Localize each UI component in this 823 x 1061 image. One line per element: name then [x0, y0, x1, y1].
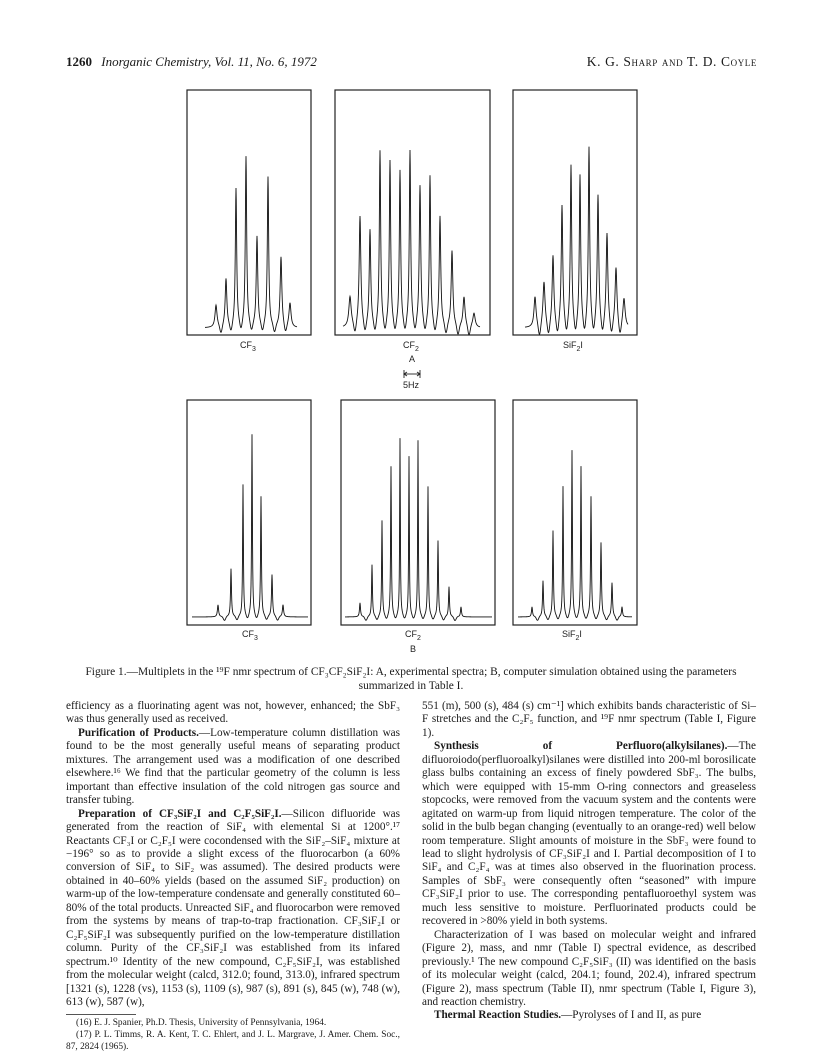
label-a-cf2: $CF_2$: [403, 340, 419, 353]
footnotes: [66, 1018, 400, 1053]
paragraph: Purification of Products.—Low-temperature column distillation was found to be the most generally useful means of separating product mixtures. The arrangement used was a modification of one described elsewhere.¹⁶ We find that the particular geometry of the column is less important than effective insulation of the cold nitrogen gas source and transfer tubing.: [66, 726, 400, 807]
frame-b-sif2i: [513, 400, 637, 625]
footnote: (17) P. L. Timms, R. A. Kent, T. C. Ehlert, and J. L. Margrave, J. Amer. Chem. Soc., 87, 2824 (1965).: [66, 1030, 400, 1052]
label-b-cf2: $CF_2$: [405, 629, 421, 642]
journal-citation: Inorganic Chemistry, Vol. 11, No. 6, 1972: [101, 54, 317, 69]
label-a-cf3: $CF_3$: [240, 340, 256, 353]
footnote: (16) E. J. Spanier, Ph.D. Thesis, University of Pennsylvania, 1964.: [76, 1018, 327, 1029]
page-number: 1260: [66, 54, 92, 69]
label-b-sif2i: SiF$_2$I: [562, 629, 582, 642]
frame-a-sif2i: [513, 90, 637, 335]
running-header-authors: K. G. Sharp and T. D. Coyle: [586, 54, 757, 69]
scale-bar-5hz: [404, 370, 420, 378]
spectrum-a-cf2: [343, 150, 480, 335]
spectrum-a-cf3: [205, 156, 297, 332]
frame-b-cf3: [187, 400, 311, 625]
label-b-cf3: $CF_3$: [242, 629, 258, 642]
section-heading: Purification of Products.: [78, 726, 199, 739]
left-column: [66, 700, 400, 1053]
spectrum-b-cf3: [192, 434, 308, 620]
paragraph: Characterization of I was based on molecular weight and infrared (Figure 2), mass, and nmr (Table I) spectral evidence, as described previously.¹ The new compound C₂F₅SiF₃ (II) was identified on the basis of its molecular weight (calcd, 204.1; found, 202.4), infrared spectrum (Figure 2), mass spectrum (Table II), nmr spectrum (Table I, Figure 3), and reaction chemistry.: [422, 928, 756, 1008]
section-heading: Synthesis of Perfluoro(alkylsilanes).: [434, 740, 728, 753]
label-a-sif2i: SiF$_2$I: [563, 340, 583, 353]
paragraph: Synthesis of Perfluoro(alkylsilanes).—The difluoroiodo(perfluoroalkyl)silanes were distilled into 200-ml borosilicate glass bulbs containing an excess of finely powdered SbF₃. The bulbs, which were equipped with 15-mm O-ring connectors and greaseless stopcocks, were removed from the vacuum system and the contents were agitated on warm-up from liquid nitrogen temperature. The color of the solid in the bulb began changing (eventually to an orange-red) well below room temperature. Slight amounts of moisture in the SbF₃ were found to lead to slight hydrolysis of CF₃SiF₂I and I. Partial decomposition of I to SiF₄ and C₂F₄ was at times also observed in the fluorination process. Samples of SbF₃ were consequently often “seasoned” with impure CF₃SiF₂I prior to use. The corresponding pentafluoroethyl system was much less sensitive to moisture. Perfluorinated products could be recovered in >80% yield in both systems.: [422, 740, 756, 928]
figure-caption: Figure 1.—Multiplets in the ¹⁹F nmr spectrum of CF₃CF₂SiF₂I: A, experimental spectra; B, computer simulation obtained using the parameters summarized in Table I.: [85, 666, 737, 692]
footnote-divider: [66, 1014, 136, 1015]
section-heading: Thermal Reaction Studies.: [434, 1009, 562, 1022]
frame-a-cf3: [187, 90, 311, 335]
paragraph: 551 (m), 500 (s), 484 (s) cm⁻¹] which exhibits bands characteristic of Si–F stretches and the C₂F₅ function, and ¹⁹F nmr spectrum (Table I, Figure 1).: [422, 700, 756, 739]
row-label-b: B: [410, 644, 417, 654]
spectrum-b-cf2: [345, 438, 492, 620]
paragraph: Thermal Reaction Studies.—Pyrolyses of I and II, as pure: [434, 1009, 702, 1022]
right-column: [422, 700, 756, 1023]
section-heading: Preparation of CF₃SiF₂I and C₂F₅SiF₂I.: [78, 807, 282, 820]
scale-bar-label: 5Hz: [403, 380, 420, 390]
paragraph: efficiency as a fluorinating agent was not, however, enhanced; the SbF₃ was thus generally used as received.: [66, 700, 400, 726]
paragraph: Preparation of CF₃SiF₂I and C₂F₅SiF₂I.—Silicon difluoride was generated from the reaction of SiF₄ with elemental Si at 1200°.¹⁷ Reactants CF₃I or C₂F₅I were cocondensed with the SiF₂–SiF₄ mixture at −196° so as to provide a slight excess of the fluorocarbon (a 60% conversion of SiF₄ to SiF₂ was assumed). The desired products were obtained in 40–60% yields (based on the assumed SiF₂ production) on warm-up of the low-temperature condensate and generally constituted 60–80% of the total products. Unreacted SiF₄ and fluorocarbon were removed from the systems by means of trap-to-trap fractionation. CF₃SiF₂I or C₂F₅SiF₂I was subsequently purified on the low-temperature distillation column. Purity of the CF₃SiF₂I was established from its infared spectrum.¹⁰ Identity of the new compound, C₂F₅SiF₂I, was established from the molecular weight (calcd, 312.0; found, 313.0), infrared spectrum [1321 (s), 1228 (vs), 1153 (s), 1109 (s), 987 (s), 891 (s), 845 (w), 748 (w), 613 (w), 587 (w),: [66, 807, 401, 1008]
spectrum-a-sif2i: [525, 147, 628, 335]
body-text: [66, 700, 756, 1052]
spectrum-b-sif2i: [518, 450, 632, 620]
row-label-a: A: [409, 354, 416, 364]
